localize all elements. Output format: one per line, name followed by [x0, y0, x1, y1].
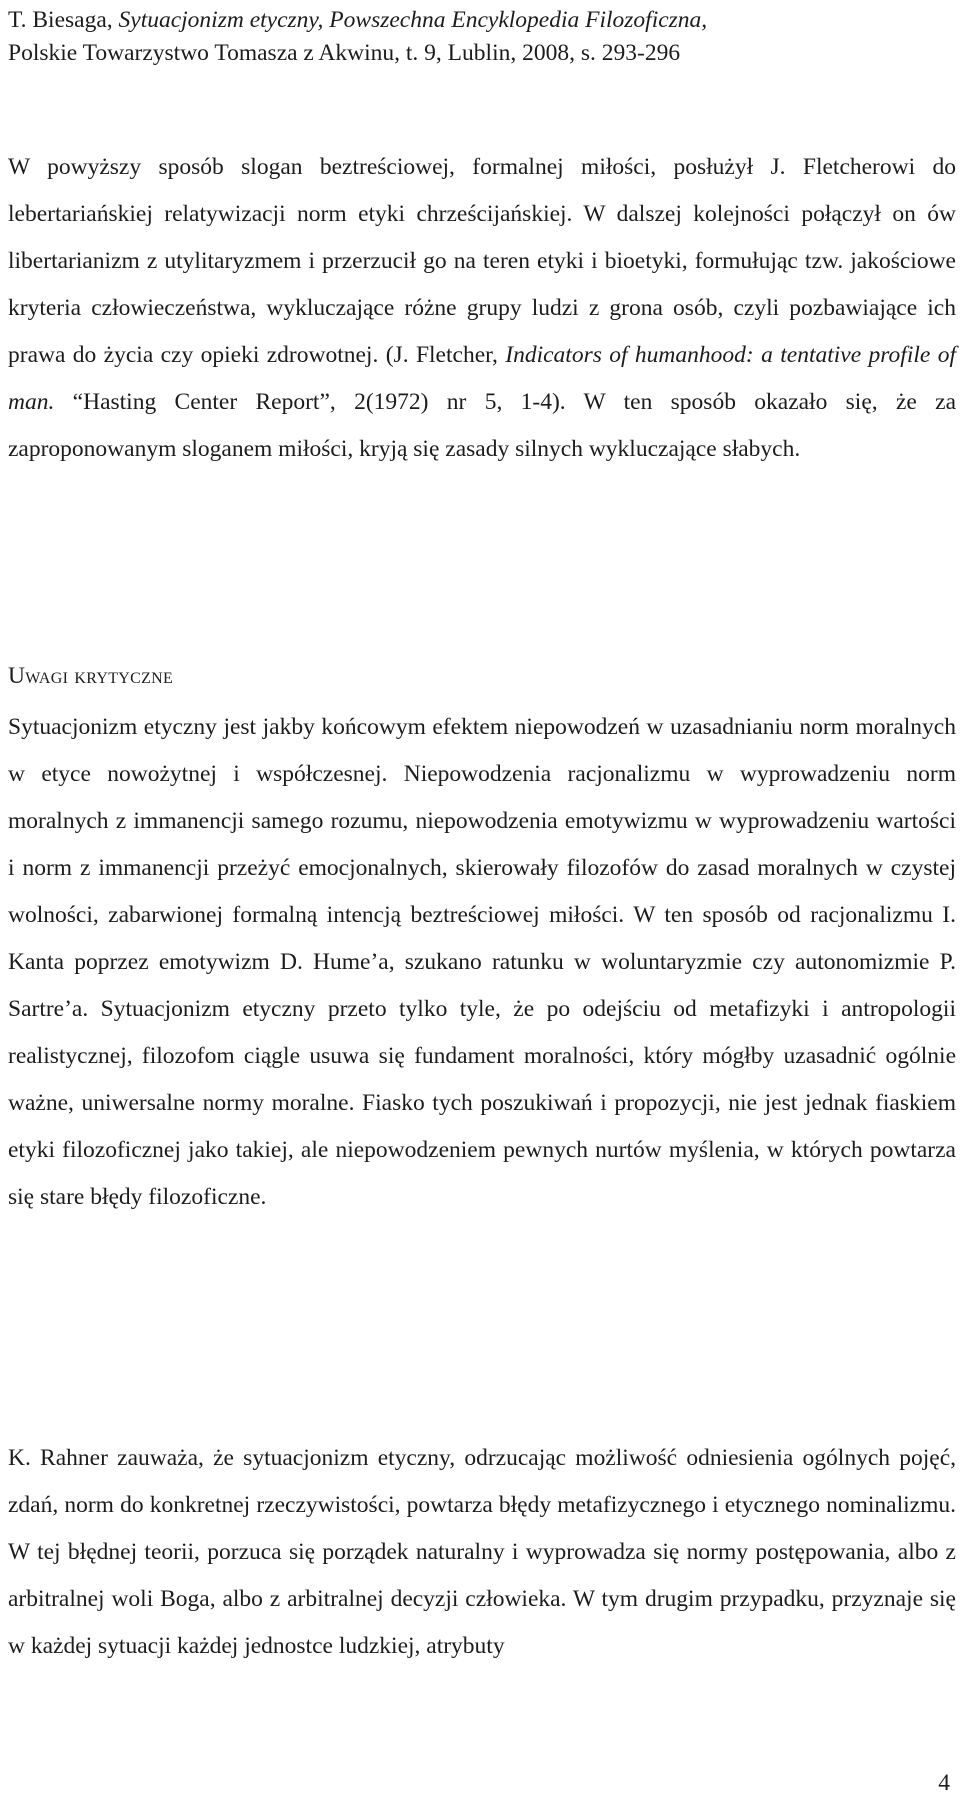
- paragraph-2: Sytuacjonizm etyczny jest jakby końcowym efektem niepowodzeń w uzasadnianiu norm moralnych w etyce nowożytnej i współczesnej. Niepowodzenia racjonalizmu w wyprowadzeniu norm moralnych z immanencji samego rozumu, niepowodzenia emotywizmu w wyprowadzeniu wartości i norm z immanencji przeżyć emocjonalnych, skierowały filozofów do zasad moralnych w czystej wolności, zabarwionej formalną intencją beztreściowej miłości. W ten sposób od racjonalizmu I. Kanta poprzez emotywizm D. Hume’a, szukano ratunku w woluntaryzmie czy autonomizmie P. Sartre’a. Sytuacjonizm etyczny przeto tylko tyle, że po odejściu od metafizyki i antropologii realistycznej, filozofom ciągle usuwa się fundament moralności, który mógłby uzasadnić ogólnie ważne, uniwersalne normy moralne. Fiasko tych poszukiwań i propozycji, nie jest jednak fiaskiem etyki filozoficznej jako takiej, ale niepowodzeniem pewnych nurtów myślenia, w których powtarza się stare błędy filozoficzne.: [8, 714, 956, 1210]
- paragraph-3: K. Rahner zauważa, że sytuacjonizm etyczny, odrzucając możliwość odniesienia ogólnych pojęć, zdań, norm do konkretnej rzeczywistości, powtarza błędy metafizycznego i etycznego nominalizmu. W tej błędnej teorii, porzuca się porządek naturalny i wyprowadza się normy postępowania, albo z arbitralnej woli Boga, albo z arbitralnej decyzji człowieka. W tym drugim przypadku, przyznaje się w każdej sytuacji każdej jednostce ludzkiej, atrybuty: [8, 1445, 956, 1659]
- citation-header: [8, 4, 956, 70]
- citation-line-2: Polskie Towarzystwo Tomasza z Akwinu, t. 9, Lublin, 2008, s. 293-296: [8, 40, 681, 66]
- page-number: 4: [938, 1770, 950, 1796]
- paragraph-1: [8, 144, 956, 473]
- paragraph-1-text-a: W powyższy sposób slogan beztreściowej, formalnej miłości, posłużył J. Fletcherowi do lebertariańskiej relatywizacji norm etyki chrześcijańskiej. W dalszej kolejności połączył on ów libertarianizm z utylitaryzmem i przerzucił go na teren etyki i bioetyki, formułując tzw. jakościowe kryteria człowieczeństwa, wykluczające różne grupy ludzi z grona osób, czyli pozbawiające ich prawa do życia czy opieki zdrowotnej. (J. Fletcher,: [8, 154, 956, 368]
- section-heading: Uwagi krytyczne: [8, 663, 174, 689]
- paragraph-1-text-b: “Hasting Center Report”, 2(1972) nr 5, 1-4). W ten sposób okazało się, że za zaproponowanym sloganem miłości, kryją się zasady silnych wykluczające słabych.: [8, 389, 956, 462]
- paragraph-1-italic-title: Indicators of humanhood: a tentative profile of man.: [8, 342, 956, 415]
- citation-author: T. Biesaga,: [8, 7, 119, 33]
- document-page: [8, 0, 956, 1820]
- citation-title: Sytuacjonizm etyczny, Powszechna Encyklopedia Filozoficzna,: [118, 7, 708, 33]
- citation-line-1: [8, 4, 956, 37]
